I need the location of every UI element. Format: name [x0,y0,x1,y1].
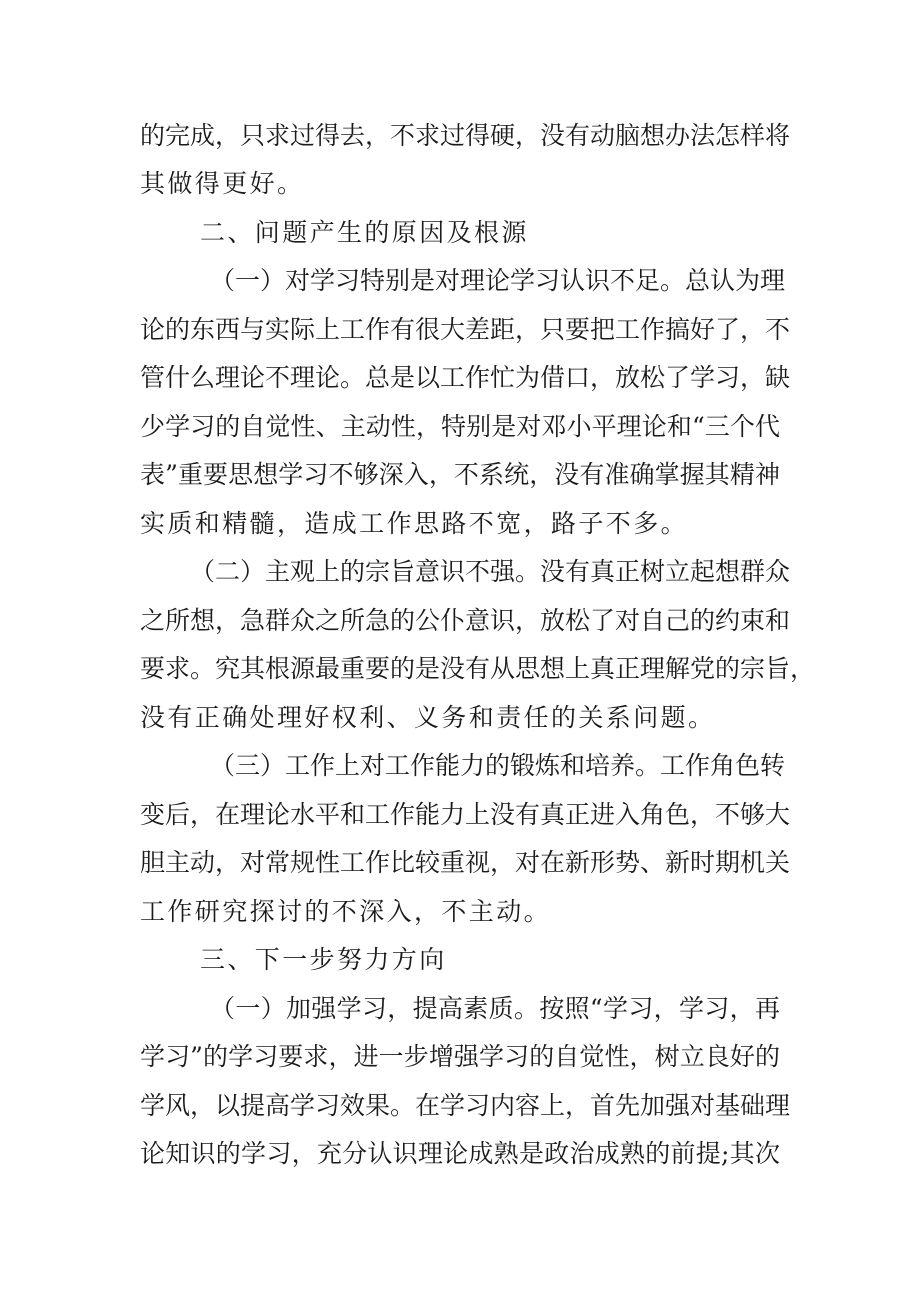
body-text-line: （一）加强学习，提高素质。按照“学习，学习，再 [210,994,780,1023]
body-text-line: 工作研究探讨的不深入，不主动。 [140,897,552,926]
body-text-line: 之所想，急群众之所急的公仆意识，放松了对自己的约束和 [140,606,791,635]
body-text-line: 学风，以提高学习效果。在学习内容上，首先加强对基础理 [140,1091,791,1120]
body-text-line: 实质和精髓，造成工作思路不宽，路子不多。 [140,509,689,538]
body-text-line: 管什么理论不理论。总是以工作忙为借口，放松了学习，缺 [140,363,791,392]
body-text-line: （二）主观上的宗旨意识不强。没有真正树立起想群众 [190,557,791,586]
body-text-line: （一）对学习特别是对理论学习认识不足。总认为理 [210,266,786,295]
body-text-line: 要求。究其根源最重要的是没有从思想上真正理解党的宗旨， [140,654,816,683]
body-text-line: 没有正确处理好权利、义务和责任的关系问题。 [140,703,716,732]
body-text-line: 论知识的学习，充分认识理论成熟是政治成熟的前提;其次 [140,1139,780,1168]
body-text-line: 表”重要思想学习不够深入，不系统，没有准确掌握其精神 [140,460,780,489]
body-text-line: 学习”的学习要求，进一步增强学习的自觉性，树立良好的 [140,1042,780,1071]
section-heading: 二、问题产生的原因及根源 [200,218,529,247]
body-text-line: （三）工作上对工作能力的锻炼和培养。工作角色转 [210,751,786,780]
body-text-line: 论的东西与实际上工作有很大差距，只要把工作搞好了，不 [140,315,791,344]
body-text-line: 变后，在理论水平和工作能力上没有真正进入角色，不够大 [140,800,791,829]
body-text-line: 胆主动，对常规性工作比较重视，对在新形势、新时期机关 [140,848,791,877]
body-text-line: 少学习的自觉性、主动性，特别是对邓小平理论和“三个代 [140,412,780,441]
body-text-line: 其做得更好。 [140,169,305,198]
body-text-line: 的完成，只求过得去，不求过得硬，没有动脑想办法怎样将 [140,121,791,150]
section-heading: 三、下一步努力方向 [200,945,447,974]
